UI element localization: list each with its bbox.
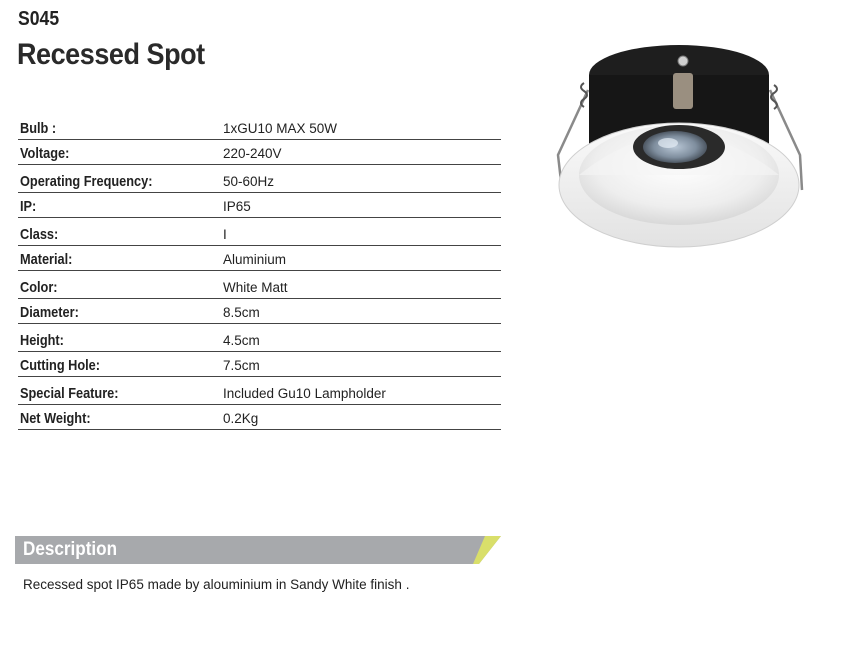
spec-value: I [223, 226, 227, 242]
spec-label: Special Feature: [20, 384, 119, 402]
spec-label: Diameter: [20, 304, 79, 321]
spec-row-ip [18, 193, 501, 219]
spec-label: Operating Frequency: [20, 172, 153, 190]
spec-label: Class: [20, 225, 59, 243]
spec-label: IP: [20, 198, 37, 215]
spec-value: IP65 [223, 199, 251, 214]
recessed-spot-illustration [548, 35, 810, 255]
spec-value: 220-240V [223, 146, 282, 161]
bulb-icon [643, 131, 707, 163]
spec-value: 4.5cm [223, 332, 260, 348]
spec-row-class [18, 218, 501, 246]
spec-row-bulb [18, 112, 501, 140]
spec-label: Color: [20, 278, 58, 296]
spec-label: Height: [20, 331, 64, 349]
description-heading: Description [23, 539, 118, 560]
spec-value: Aluminium [223, 252, 287, 267]
spec-row-height [18, 324, 501, 352]
spec-row-color [18, 271, 501, 299]
description-text: Recessed spot IP65 made by alouminium in Sandy White finish . [23, 577, 410, 592]
spec-row-diameter [18, 299, 501, 325]
spec-label: Net Weight: [20, 410, 91, 427]
spec-label: Cutting Hole: [20, 357, 101, 374]
spec-label: Bulb : [20, 119, 57, 137]
spec-value: 50-60Hz [223, 173, 275, 189]
bulb-glare [658, 138, 678, 148]
spring-coil-left [581, 83, 587, 107]
product-code: S045 [18, 8, 60, 30]
spec-row-special-feature [18, 377, 501, 405]
spec-row-frequency [18, 165, 501, 193]
product-image [548, 35, 810, 255]
spec-value: Included Gu10 Lampholder [223, 385, 386, 401]
spec-row-cutting-hole [18, 352, 501, 378]
spec-label: Voltage: [20, 145, 70, 162]
spec-value: White Matt [223, 279, 288, 295]
spec-value: 1xGU10 MAX 50W [223, 120, 338, 136]
spec-value: 7.5cm [223, 358, 260, 373]
spec-value: 8.5cm [223, 305, 260, 320]
spec-table [18, 112, 501, 430]
spec-value: 0.2Kg [223, 411, 259, 426]
spec-row-net-weight [18, 405, 501, 431]
connector-block [673, 73, 693, 109]
spec-row-material [18, 246, 501, 272]
spec-row-voltage [18, 140, 501, 166]
screw-icon [678, 56, 688, 66]
spec-label: Material: [20, 251, 73, 268]
description-header [15, 536, 501, 564]
page-title: Recessed Spot [17, 38, 205, 71]
